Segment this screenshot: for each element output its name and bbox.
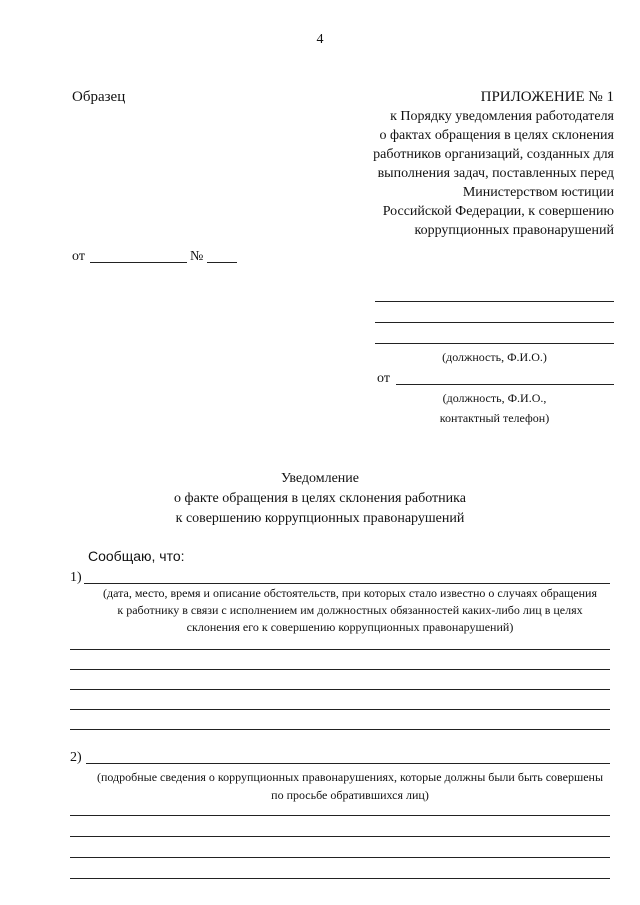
section1-hint-line2: к работнику в связи с исполнением им должностных обязанностей каких-либо лиц в целях	[117, 603, 583, 617]
appendix-line: Российской Федерации, к совершению	[382, 204, 614, 219]
page-number: 4	[316, 32, 324, 47]
section1-line[interactable]	[70, 689, 610, 690]
section1-line[interactable]	[70, 729, 610, 730]
appendix-title: ПРИЛОЖЕНИЕ № 1	[480, 89, 614, 105]
appendix-line: работников организаций, созданных для	[373, 147, 614, 162]
appendix-line: Министерством юстиции	[462, 185, 614, 200]
addressee-line[interactable]	[375, 322, 614, 323]
registration-date-field[interactable]	[90, 262, 187, 263]
addressee-line[interactable]	[375, 301, 614, 302]
section2-line[interactable]	[70, 878, 610, 879]
section2-line[interactable]	[70, 836, 610, 837]
section1-line[interactable]	[70, 669, 610, 670]
registration-from-label: от	[72, 249, 85, 264]
section1-hint-line3: склонения его к совершению коррупционных правонарушений)	[186, 620, 514, 634]
appendix-line: выполнения задач, поставленных перед	[377, 166, 614, 181]
section1-marker: 1)	[70, 570, 82, 585]
registration-number-field[interactable]	[207, 262, 237, 263]
notice-subtitle-line1: о факте обращения в целях склонения работника	[174, 491, 466, 506]
section1-hint-line1: (дата, место, время и описание обстоятельств, при которых стало известно о случаях обращения	[102, 586, 597, 600]
appendix-block	[314, 87, 614, 240]
sender-line[interactable]	[396, 384, 614, 385]
section1-line[interactable]	[70, 649, 610, 650]
addressee-caption: (должность, Ф.И.О.)	[442, 350, 547, 364]
sender-from-label: от	[377, 371, 390, 386]
appendix-line: о фактах обращения в целях склонения	[379, 128, 614, 143]
sample-label: Образец	[72, 89, 126, 105]
appendix-line: к Порядку уведомления работодателя	[390, 109, 614, 124]
section2-first-line[interactable]	[86, 763, 610, 764]
notice-heading	[0, 469, 640, 529]
notice-title: Уведомление	[280, 471, 359, 486]
section2-hint-line2: по просьбе обратившихся лиц)	[271, 788, 429, 802]
section2-line[interactable]	[70, 815, 610, 816]
section1-line[interactable]	[70, 709, 610, 710]
addressee-line[interactable]	[375, 343, 614, 344]
sender-caption-line2: контактный телефон)	[439, 411, 550, 425]
notice-subtitle-line2: к совершению коррупционных правонарушений	[175, 511, 465, 526]
registration-number-label: №	[190, 249, 204, 264]
appendix-line: коррупционных правонарушений	[414, 223, 614, 238]
section2-hint-line1: (подробные сведения о коррупционных правонарушениях, которые должны были быть совершены	[96, 770, 604, 784]
section2-line[interactable]	[70, 857, 610, 858]
intro-text: Сообщаю, что:	[88, 548, 185, 564]
sender-caption-line1: (должность, Ф.И.О.,	[442, 391, 547, 405]
section2-marker: 2)	[70, 750, 82, 765]
